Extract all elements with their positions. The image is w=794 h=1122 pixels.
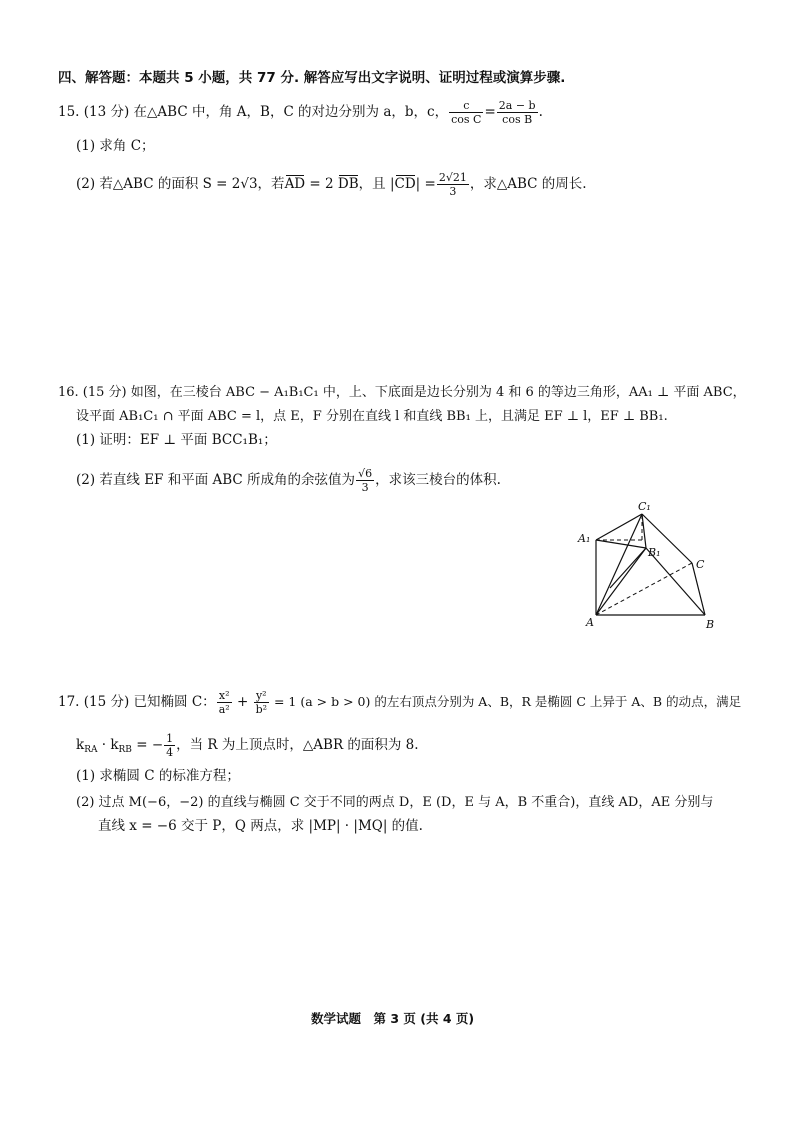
q15-intro: 15. (13 分) 在△ABC 中，角 A，B，C 的对边分别为 a，b，c， (58, 104, 449, 120)
q16-frac-num: √6 (358, 467, 373, 480)
edge-a-c1 (596, 514, 642, 615)
q15-frac-cd-den: 3 (449, 185, 457, 198)
edge-a1-b1-inner (610, 548, 646, 588)
q16-line2: 设平面 AB₁C₁ ∩ 平面 ABC = l，点 E，F 分别在直线 l 和直线 BB₁ 上，且满足 EF ⊥ l，EF ⊥ BB₁. (76, 409, 668, 424)
q17-y-num: y² (254, 690, 269, 703)
label-b: B (706, 618, 715, 631)
q17-plus: + (232, 694, 253, 710)
q15-frac-right-den: cos B (502, 113, 533, 126)
q15-part2-d: ，求△ABC 的周长. (469, 176, 587, 192)
q17-k-line (76, 733, 419, 758)
q15-frac-cd-num: 2√21 (438, 171, 467, 184)
q17-part2-line1: (2) 过点 M(−6，−2) 的直线与椭圆 C 交于不同的两点 D，E (D，E 与 A，B 不重合)，直线 AD，AE 分别与 (76, 795, 714, 810)
q15-frac-left (449, 100, 483, 125)
q16-part2-b: ，求该三棱台的体积. (375, 472, 501, 488)
q16-frac-den: 3 (361, 481, 369, 494)
q17-k1: k (76, 737, 85, 753)
q16-part2 (76, 468, 501, 493)
q17-part2-line2: 直线 x = −6 交于 P，Q 两点，求 |MP| · |MQ| 的值. (98, 818, 423, 834)
q17-k-eq: = − (131, 737, 164, 753)
q15-frac-left-num: c (449, 100, 483, 113)
q15-vec-ad: AD (284, 176, 306, 192)
q17-k-mid: · k (97, 737, 119, 753)
q15-part2 (76, 172, 587, 197)
q15-vec-cd: CD (394, 176, 416, 192)
edge-a1-b1 (596, 540, 646, 548)
edge-a-b1 (596, 548, 646, 615)
q15-part2-c: | = (415, 176, 436, 192)
q15-frac-cd (437, 172, 469, 197)
q15-part2-mid: = 2 (305, 176, 338, 192)
q16-part1: (1) 证明：EF ⊥ 平面 BCC₁B₁； (76, 432, 277, 448)
q17-intro (58, 690, 741, 715)
label-a1: A₁ (578, 532, 591, 545)
q17-k-sub2: RB (118, 745, 132, 755)
q15-part1: (1) 求角 C； (76, 138, 155, 154)
label-a: A (586, 616, 594, 629)
q16-part2-a: (2) 若直线 EF 和平面 ABC 所成角的余弦值为 (76, 472, 356, 488)
edge-a1-c1 (596, 514, 642, 540)
q15-frac-left-den: cos C (451, 113, 482, 126)
q17-part1: (1) 求椭圆 C 的标准方程； (76, 768, 240, 784)
q17-intro-b: = 1 (a > b > 0) 的左右顶点分别为 A、B，R 是椭圆 C 上异于 A、B 的动点，满足 (270, 694, 742, 709)
q15-frac-right-num: 2a − b (498, 99, 536, 112)
q17-y-den: b² (255, 703, 268, 716)
q15-intro-line: 15. (13 分) 在△ABC 中，角 A，B，C 的对边分别为 a，b，c， $\frac{c}{\text{cos C}}$ = $\frac{2a - b}{\text{cos B}}$ . (58, 99, 543, 126)
q15-part2-b: ，且 | (358, 176, 395, 192)
hidden-edge-a-c (596, 563, 692, 615)
q17-frac-y (254, 690, 269, 715)
q17-intro-a: 17. (15 分) 已知椭圆 C： (58, 694, 216, 710)
label-c1: C₁ (638, 500, 651, 513)
q17-k-sub1: RA (84, 745, 98, 755)
q15-vec-db: DB (337, 176, 359, 192)
q17-k-line-b: ，当 R 为上顶点时，△ABR 的面积为 8. (176, 737, 419, 753)
q16-line1: 16. (15 分) 如图，在三棱台 ABC − A₁B₁C₁ 中，上、下底面是边长分别为 4 和 6 的等边三角形，AA₁ ⊥ 平面 ABC， (58, 385, 746, 400)
q16-frac-cos (356, 468, 374, 493)
label-b1: B₁ (648, 546, 661, 559)
q17-k-frac (164, 733, 175, 758)
q15-part2-a: (2) 若△ABC 的面积 S = 2√3，若 (76, 176, 285, 192)
section-header: 四、解答题：本题共 5 小题，共 77 分. 解答应写出文字说明、证明过程或演算步骤. (58, 70, 566, 86)
q17-k-frac-num: 1 (166, 732, 174, 745)
q15-frac-right (497, 100, 538, 125)
frustum-figure (570, 498, 730, 633)
label-c: C (696, 558, 705, 571)
q17-frac-x (217, 690, 232, 715)
page-footer: 数学试题 第 3 页 (共 4 页) (311, 1011, 475, 1026)
q17-x-den: a² (218, 703, 230, 716)
q17-x-num: x² (217, 690, 232, 703)
q17-k-frac-den: 4 (166, 746, 174, 759)
edge-c1-b1 (642, 514, 646, 548)
